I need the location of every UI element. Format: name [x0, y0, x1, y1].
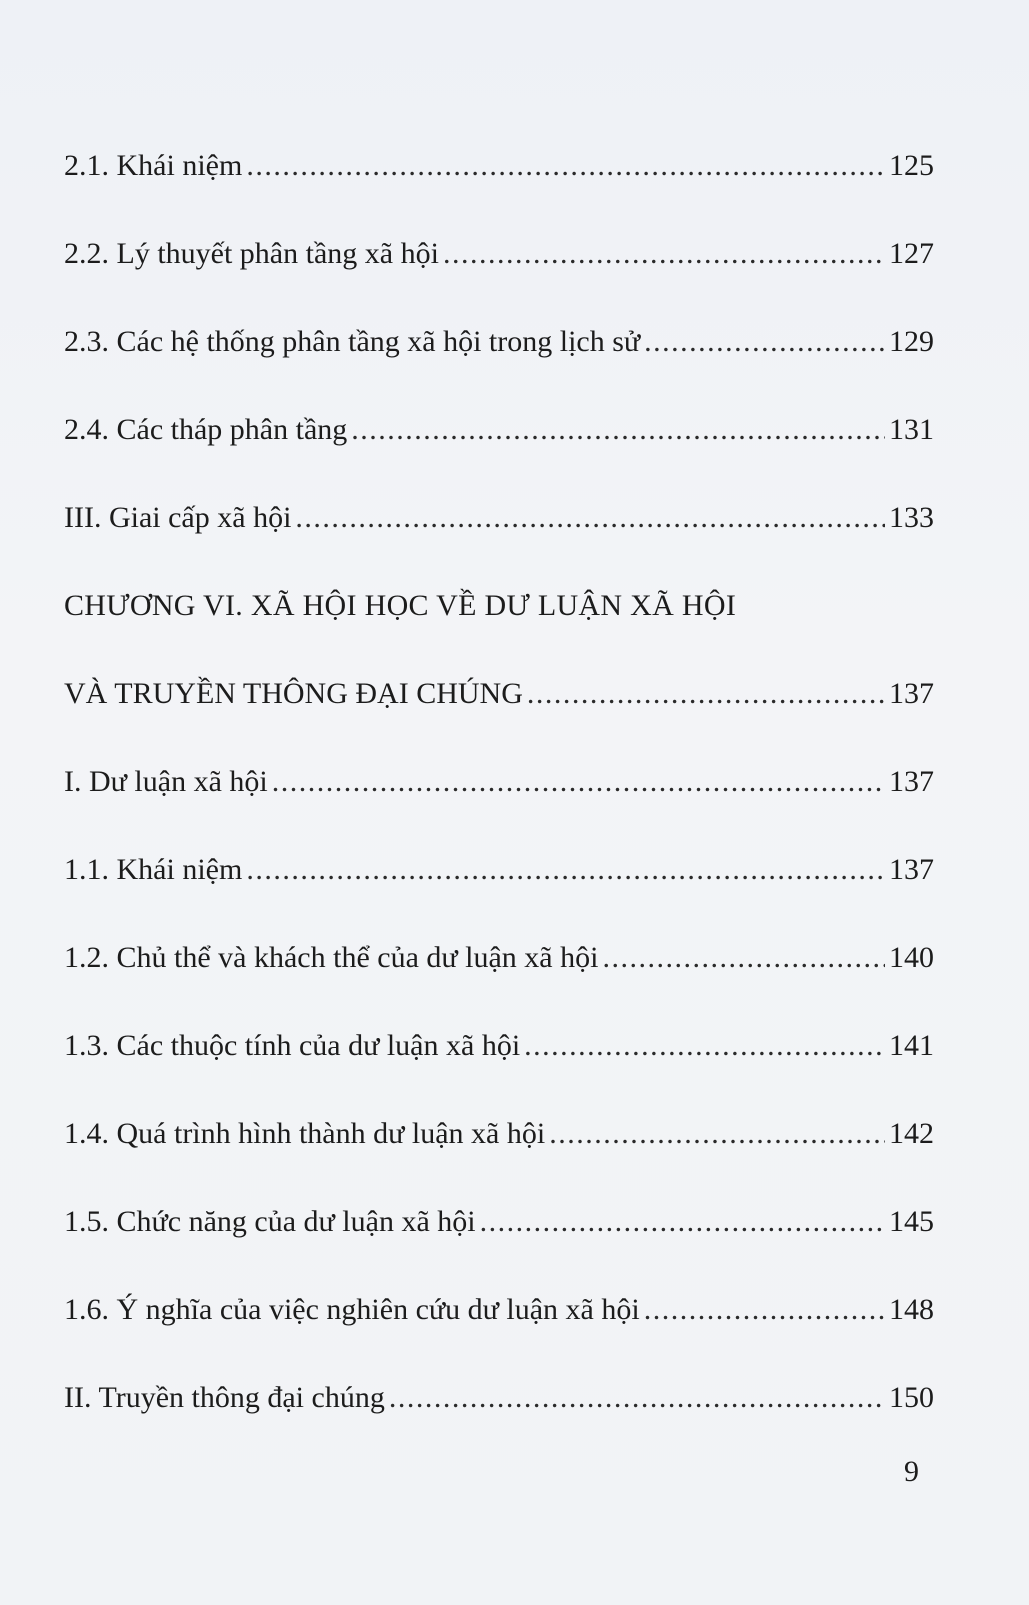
toc-entry: [64, 496, 934, 540]
toc-leader-dots: [644, 1288, 885, 1332]
toc-entry-label: 1.2. Chủ thể và khách thể của dư luận xã hội: [64, 941, 599, 974]
toc-leader-dots: [549, 1112, 885, 1156]
toc-entry-chapter: [64, 672, 934, 716]
toc-entry: [64, 408, 934, 452]
page-number: 9: [904, 1455, 919, 1488]
toc-entry-label: 1.6. Ý nghĩa của việc nghiên cứu dư luận xã hội: [64, 1293, 640, 1326]
toc-entry: [64, 1288, 934, 1332]
toc-entry: [64, 936, 934, 980]
toc-entry: [64, 320, 934, 364]
toc-leader-dots: [295, 496, 885, 540]
toc-entry-page: 131: [889, 413, 934, 446]
toc-entry-page: 125: [889, 149, 934, 182]
toc-entry: [64, 1024, 934, 1068]
toc-leader-dots: [644, 320, 885, 364]
toc-entry: [64, 760, 934, 804]
toc-entry-page: 129: [889, 325, 934, 358]
toc-entry: [64, 1376, 934, 1420]
toc-entry-label: 2.4. Các tháp phân tầng: [64, 413, 348, 446]
toc-entry: [64, 1200, 934, 1244]
toc-entry-label: III. Giai cấp xã hội: [64, 501, 292, 534]
toc-entry-page: 127: [889, 237, 934, 270]
toc-leader-dots: [272, 760, 885, 804]
toc-entry-label: 1.4. Quá trình hình thành dư luận xã hội: [64, 1117, 546, 1150]
toc-leader-dots: [246, 144, 885, 188]
toc-entry-page: 140: [889, 941, 934, 974]
toc-leader-dots: [389, 1376, 885, 1420]
chapter-heading-continued: VÀ TRUYỀN THÔNG ĐẠI CHÚNG: [64, 677, 523, 710]
toc-entry-page: 141: [889, 1029, 934, 1062]
toc-leader-dots: [443, 232, 885, 276]
chapter-heading: CHƯƠNG VI. XÃ HỘI HỌC VỀ DƯ LUẬN XÃ HỘI: [64, 589, 737, 622]
toc-leader-dots: [524, 1024, 885, 1068]
toc-entry: [64, 1112, 934, 1156]
toc-leader-dots: [527, 672, 885, 716]
toc-entry-page: 145: [889, 1205, 934, 1238]
toc-leader-dots: [246, 848, 885, 892]
toc-entry-label: 2.2. Lý thuyết phân tầng xã hội: [64, 237, 439, 270]
toc-entry: [64, 848, 934, 892]
toc-leader-dots: [602, 936, 885, 980]
toc-entry-page: 148: [889, 1293, 934, 1326]
toc-entry-page: 137: [889, 853, 934, 886]
toc-entry-label: I. Dư luận xã hội: [64, 765, 268, 798]
toc-entry-label: 1.3. Các thuộc tính của dư luận xã hội: [64, 1029, 521, 1062]
toc-entry-label: II. Truyền thông đại chúng: [64, 1381, 385, 1414]
toc-entry-page: 150: [889, 1381, 934, 1414]
toc-entry-label: 2.1. Khái niệm: [64, 149, 243, 182]
toc-entry-label: 1.5. Chức năng của dư luận xã hội: [64, 1205, 476, 1238]
toc-entry-page: 133: [889, 501, 934, 534]
toc-entry-page: 142: [889, 1117, 934, 1150]
toc-leader-dots: [351, 408, 885, 452]
toc-entry: [64, 232, 934, 276]
toc-entry-label: 1.1. Khái niệm: [64, 853, 243, 886]
toc-leader-dots: [480, 1200, 885, 1244]
toc-entry: [64, 144, 934, 188]
toc-entry-page: 137: [889, 677, 934, 710]
toc-entry-label: 2.3. Các hệ thống phân tầng xã hội trong lịch sử: [64, 325, 641, 358]
toc-entry-page: 137: [889, 765, 934, 798]
